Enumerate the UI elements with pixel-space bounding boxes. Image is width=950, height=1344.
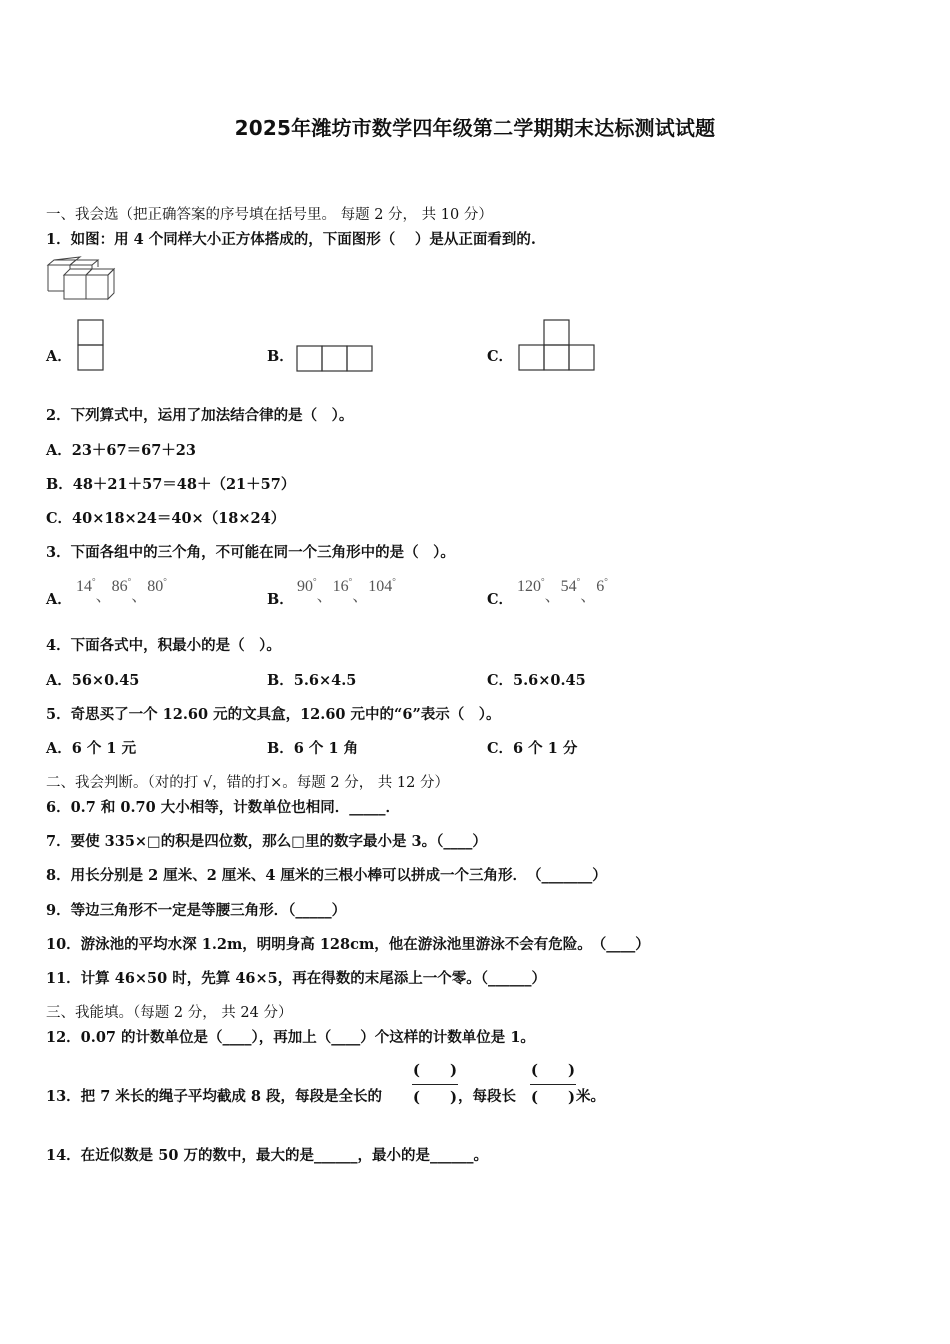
q3-option-a-angles: 14°、86°、80° <box>76 576 167 605</box>
question-5: 5．奇思买了一个 12.60 元的文具盒，12.60 元中的“6”表示（ ）。 <box>46 706 501 723</box>
q4-option-a: A．56×0.45 <box>46 672 140 689</box>
angle-value: 80 <box>147 578 164 595</box>
cube-stack-figure <box>46 257 120 301</box>
q2-option-c: C．40×18×24＝40×（18×24） <box>46 510 286 527</box>
q5-option-b: B．6 个 1 角 <box>267 740 359 757</box>
question-8: 8．用长分别是 2 厘米、2 厘米、4 厘米的三根小棒可以拼成一个三角形． （_______） <box>46 867 607 884</box>
fraction-1-bar <box>412 1084 458 1085</box>
angle-value: 16 <box>332 578 349 595</box>
q1-option-b-label: B． <box>267 348 294 365</box>
question-4: 4．下面各式中，积最小的是（ ）。 <box>46 637 281 654</box>
angle-value: 90 <box>297 578 313 595</box>
section-3-heading: 三、我能填。（每题 2 分， 共 24 分） <box>46 1005 293 1021</box>
q1-option-a-figure <box>77 319 105 373</box>
question-13-part2: ，每段长 <box>458 1088 516 1105</box>
q4-option-c: C．5.6×0.45 <box>487 672 586 689</box>
question-14: 14．在近似数是 50 万的数中，最大的是______，最小的是______。 <box>46 1147 488 1164</box>
q1-option-c-figure <box>518 319 598 373</box>
angle-value: 14 <box>76 578 92 595</box>
question-7: 7．要使 335×□的积是四位数，那么□里的数字最小是 3。（____） <box>46 833 487 850</box>
fraction-2-denominator: ( ) <box>530 1088 576 1106</box>
q1-option-c-label: C． <box>487 348 514 365</box>
question-13-part1: 13．把 7 米长的绳子平均截成 8 段，每段是全长的 <box>46 1088 383 1105</box>
angle-value: 120 <box>517 578 541 595</box>
q3-option-b-angles: 90°、16°、104° <box>297 576 396 605</box>
q3-option-a-label: A． <box>46 591 72 608</box>
q4-option-b: B．5.6×4.5 <box>267 672 357 689</box>
fraction-2-numerator: ( ) <box>530 1061 576 1079</box>
q1-option-b-figure <box>296 345 376 373</box>
fraction-2-bar <box>530 1084 576 1085</box>
section-1-heading: 一、我会选（把正确答案的序号填在括号里。 每题 2 分， 共 10 分） <box>46 207 493 223</box>
question-1: 1．如图：用 4 个同样大小正方体搭成的，下面图形（ ）是从正面看到的. <box>46 231 536 248</box>
question-11: 11．计算 46×50 时，先算 46×5，再在得数的末尾添上一个零。（______） <box>46 970 546 987</box>
page-title: 2025年潍坊市数学四年级第二学期期末达标测试试题 <box>234 116 716 140</box>
q2-option-b: B．48＋21＋57＝48＋（21＋57） <box>46 476 296 493</box>
angle-value: 104 <box>368 578 393 595</box>
section-2-heading: 二、我会判断。（对的打 √，错的打×。每题 2 分， 共 12 分） <box>46 775 449 791</box>
angle-value: 6 <box>596 578 605 595</box>
q3-option-c-angles: 120°、54°、6° <box>517 576 608 605</box>
q5-option-a: A．6 个 1 元 <box>46 740 137 757</box>
q3-option-c-label: C． <box>487 591 514 608</box>
question-6: 6．0.7 和 0.70 大小相等，计数单位也相同．_____． <box>46 799 401 816</box>
question-2: 2．下列算式中，运用了加法结合律的是（ ）。 <box>46 407 354 424</box>
angle-value: 54 <box>560 578 577 595</box>
question-9: 9．等边三角形不一定是等腰三角形．（_____） <box>46 902 347 919</box>
question-12: 12．0.07 的计数单位是（____），再加上（____）个这样的计数单位是 1。 <box>46 1029 535 1046</box>
fraction-1-numerator: ( ) <box>412 1061 458 1079</box>
q3-option-b-label: B． <box>267 591 294 608</box>
q5-option-c: C．6 个 1 分 <box>487 740 578 757</box>
question-3: 3．下面各组中的三个角，不可能在同一个三角形中的是（ ）。 <box>46 544 455 561</box>
question-10: 10．游泳池的平均水深 1.2m，明明身高 128cm，他在游泳池里游泳不会有危险。 （____） <box>46 936 650 953</box>
q1-option-a-label: A． <box>46 348 72 365</box>
question-13-part3: 米。 <box>576 1088 605 1105</box>
angle-value: 86 <box>111 578 128 595</box>
q2-option-a: A．23＋67＝67＋23 <box>46 442 196 459</box>
fraction-1-denominator: ( ) <box>412 1088 458 1106</box>
